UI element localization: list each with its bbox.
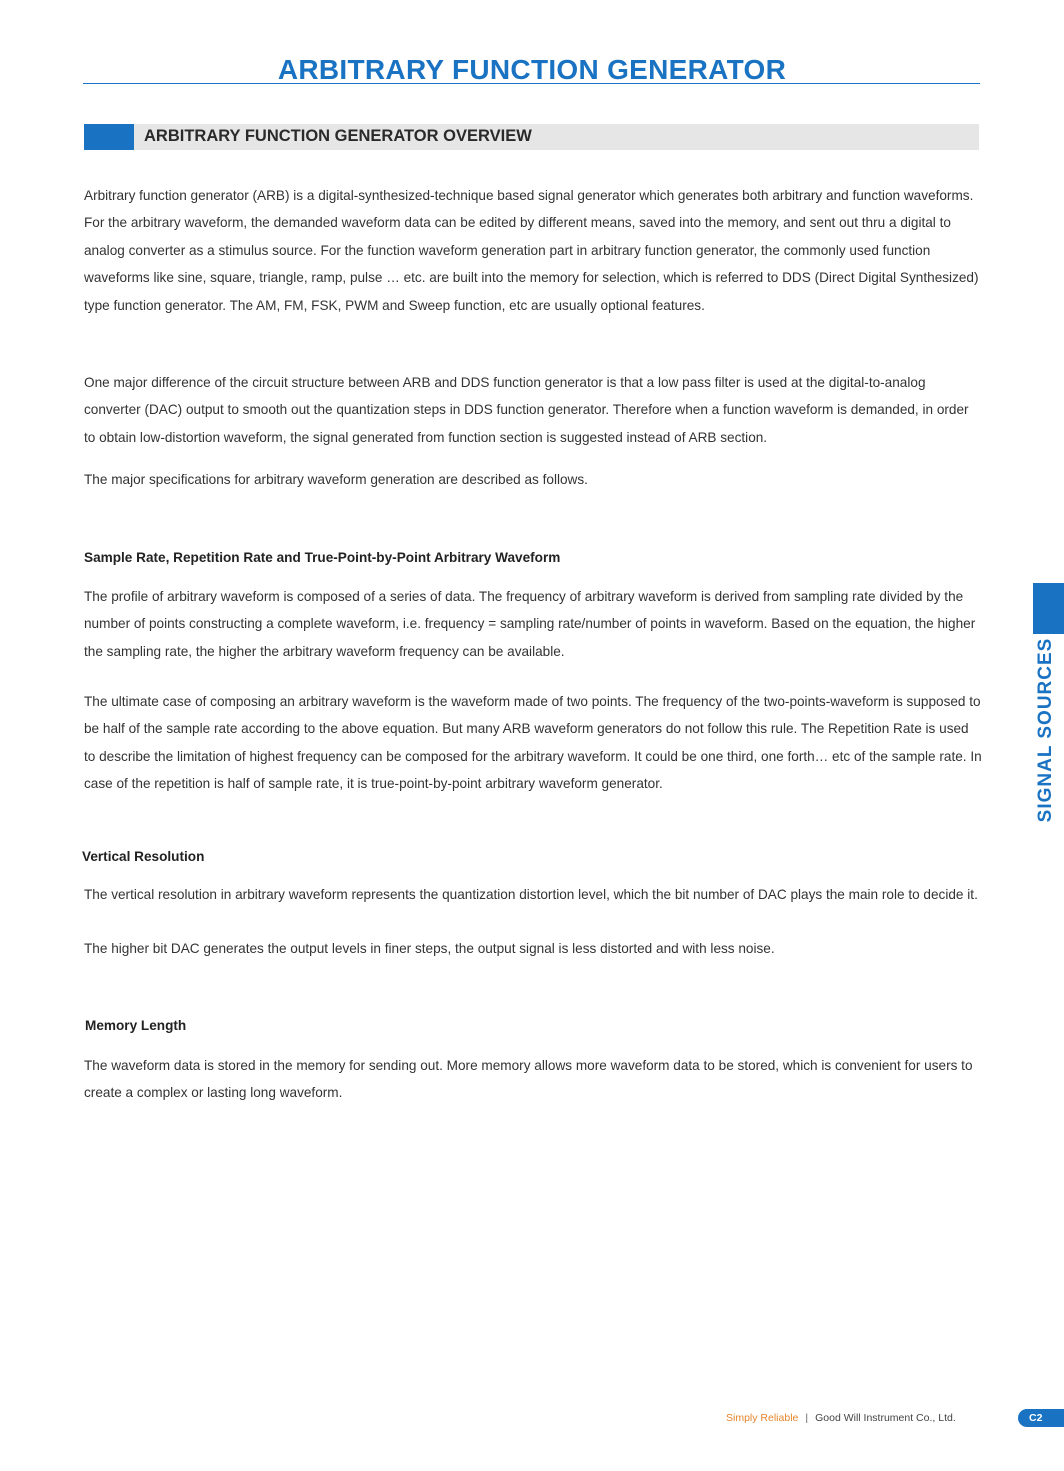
title-underline	[83, 83, 980, 84]
section-accent-block	[84, 124, 134, 150]
sample-rate-paragraph-2: The ultimate case of composing an arbitrary waveform is the waveform made of two points. The frequency of the two-points-waveform is supposed to be half of the sample rate according to the above equation. But many ARB waveform generators do not follow this rule. The Repetition Rate is used to describe the limitation of highest frequency can be composed for the arbitrary waveform. It could be one third, one forth… etc of the sample rate. In case of the repetition is half of sample rate, it is true-point-by-point arbitrary waveform generator.	[84, 694, 982, 792]
footer-tagline: Simply Reliable	[726, 1412, 799, 1424]
section-title: ARBITRARY FUNCTION GENERATOR OVERVIEW	[144, 127, 532, 145]
footer-company: Good Will Instrument Co., Ltd.	[815, 1412, 956, 1424]
vertical-resolution-paragraph-1: The vertical resolution in arbitrary waveform represents the quantization distortion level, which the bit number of DAC plays the main role to decide it.	[84, 887, 978, 902]
intro-paragraph-3: The major specifications for arbitrary waveform generation are described as follows.	[84, 472, 588, 487]
subheading-vertical-resolution: Vertical Resolution	[82, 849, 205, 864]
vertical-resolution-paragraph-2: The higher bit DAC generates the output levels in finer steps, the output signal is less distorted and with less noise.	[84, 941, 775, 956]
section-header-bar	[84, 124, 979, 150]
page-title: ARBITRARY FUNCTION GENERATOR	[277, 54, 787, 85]
memory-length-paragraph: The waveform data is stored in the memory for sending out. More memory allows more waveform data to be stored, which is convenient for users to create a complex or lasting long waveform.	[84, 1058, 973, 1101]
subheading-memory-length: Memory Length	[85, 1018, 187, 1033]
footer-separator: |	[805, 1412, 809, 1424]
side-tab-label: SIGNAL SOURCES	[1035, 637, 1056, 823]
intro-paragraph-1: Arbitrary function generator (ARB) is a digital-synthesized-technique based signal generator which generates both arbitrary and function waveforms. For the arbitrary waveform, the demanded waveform data can be edited by different means, saved into the memory, and sent out thru a digital to analog converter as a stimulus source. For the function waveform generation part in arbitrary function generator, the commonly used function waveforms like sine, square, triangle, ramp, pulse … etc. are built into the memory for selection, which is referred to DDS (Direct Digital Synthesized) type function generator. The AM, FM, FSK, PWM and Sweep function, etc are usually optional features.	[84, 188, 979, 313]
footer	[726, 1412, 956, 1424]
sample-rate-paragraph-1: The profile of arbitrary waveform is composed of a series of data. The frequency of arbitrary waveform is derived from sampling rate divided by the number of points constructing a complete waveform, i.e. frequency = sampling rate/number of points in waveform. Based on the equation, the higher the sampling rate, the higher the arbitrary waveform frequency can be available.	[84, 589, 976, 659]
side-tab-block	[1033, 583, 1064, 634]
intro-paragraph-2: One major difference of the circuit structure between ARB and DDS function generator is that a low pass filter is used at the digital-to-analog converter (DAC) output to smooth out the quantization steps in DDS function generator. Therefore when a function waveform is demanded, in order to obtain low-distortion waveform, the signal generated from function section is suggested instead of ARB section.	[84, 375, 969, 445]
subheading-sample-rate: Sample Rate, Repetition Rate and True-Point-by-Point Arbitrary Waveform	[84, 550, 561, 565]
page-number-badge: C2	[1018, 1409, 1064, 1427]
